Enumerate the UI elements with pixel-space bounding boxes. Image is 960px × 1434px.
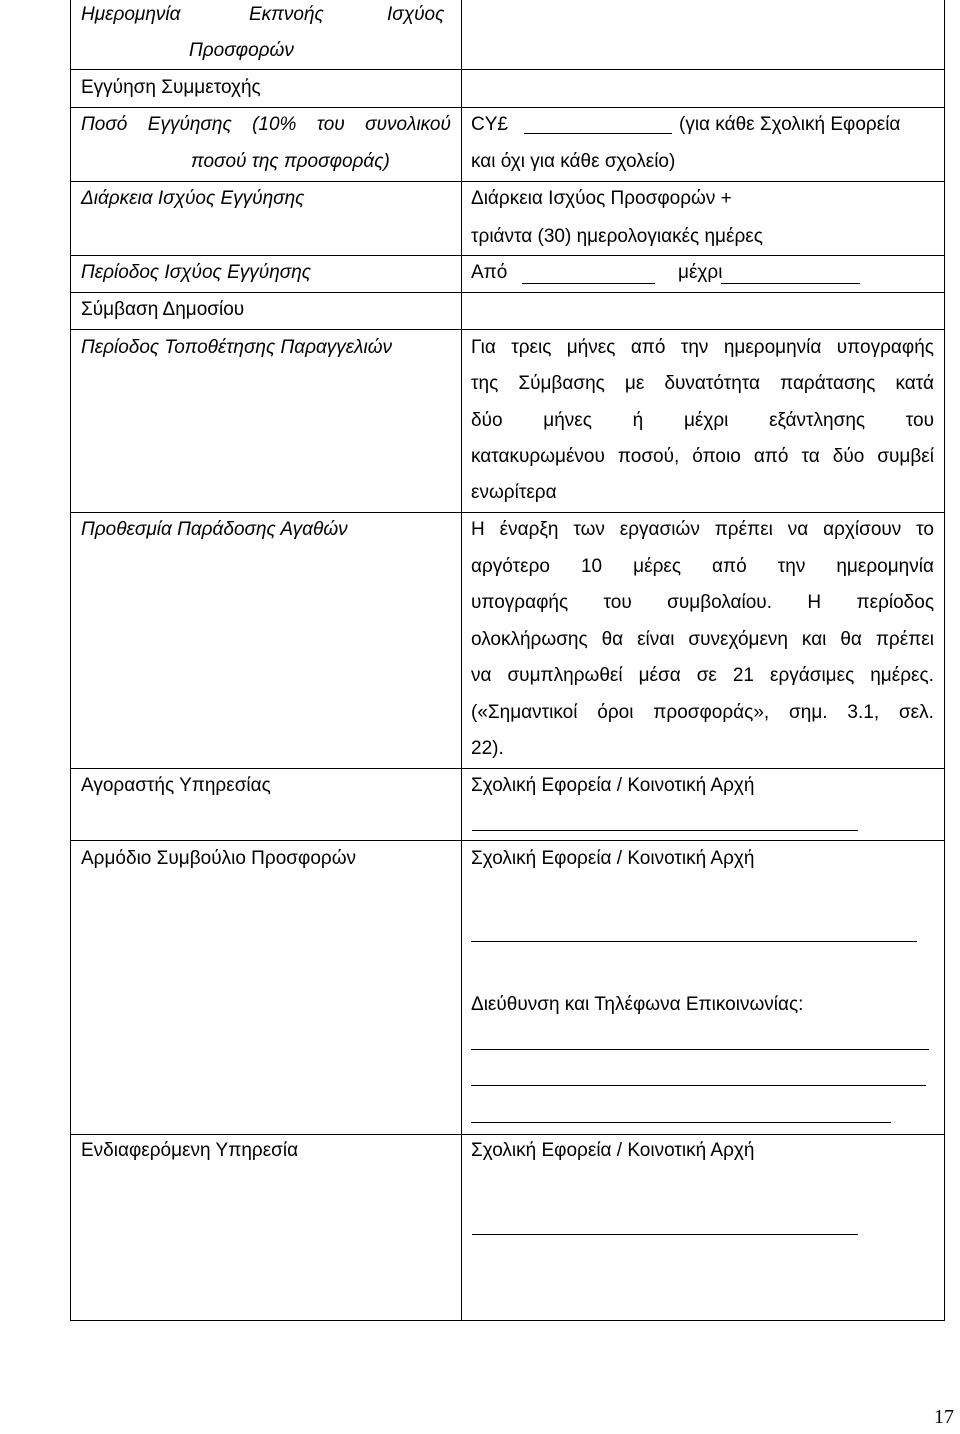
word: προσφοράς»,	[653, 702, 770, 723]
word: των	[573, 519, 605, 540]
word: του	[905, 410, 934, 431]
row-divider	[70, 840, 945, 841]
word: ημερομηνία	[836, 556, 934, 577]
guarantee-period-label: Περίοδος Ισχύος Εγγύησης	[81, 262, 311, 283]
word: να	[471, 665, 492, 686]
delivery-deadline-line-4	[471, 629, 934, 651]
word: εξάντλησης	[769, 410, 866, 431]
guarantee-duration-value-line2: τριάντα (30) ημερολογιακές ημέρες	[471, 226, 763, 247]
ordering-period-line-4	[471, 446, 934, 468]
word: κατακυρωμένου	[471, 446, 605, 467]
word: 3.1,	[847, 702, 880, 723]
word: και	[801, 629, 827, 650]
word: συμβεί	[877, 446, 934, 467]
word: υπογραφής	[471, 592, 569, 613]
word: πρέπει	[714, 519, 773, 540]
word: σε	[696, 665, 717, 686]
contact-blank-line-2	[471, 1085, 926, 1086]
word: μήνες	[543, 410, 592, 431]
delivery-deadline-line-1	[471, 519, 934, 541]
word: όροι	[597, 702, 634, 723]
word: Εγγύησης	[147, 114, 232, 135]
ordering-period-line-5: ενωρίτερα	[471, 482, 557, 503]
word: Για	[471, 337, 496, 358]
column-divider	[461, 0, 462, 1321]
ordering-period-line-2	[471, 373, 934, 395]
word: Η	[471, 519, 485, 540]
delivery-deadline-label: Προθεσμία Παράδοσης Αγαθών	[81, 519, 348, 540]
interested-service-blank-line	[472, 1234, 858, 1235]
currency-prefix: CY£	[471, 114, 508, 135]
word: της	[471, 373, 499, 394]
row-divider	[70, 1134, 945, 1135]
word: όποιο	[692, 446, 741, 467]
word: 10	[580, 556, 603, 577]
ordering-period-label: Περίοδος Τοποθέτησης Παραγγελιών	[81, 337, 393, 358]
word: μέσα	[638, 665, 681, 686]
delivery-deadline-line-6	[471, 702, 934, 724]
word: μέρες	[633, 556, 682, 577]
word: εργάσιμες	[769, 665, 855, 686]
word: συμπληρωθεί	[507, 665, 623, 686]
word: σελ.	[898, 702, 934, 723]
validity-date-word-2: Εκπνοής	[249, 4, 324, 25]
word: θα	[601, 629, 624, 650]
word: να	[787, 519, 809, 540]
tender-board-value: Σχολική Εφορεία / Κοινοτική Αρχή	[471, 848, 755, 869]
tender-board-label: Αρμόδιο Συμβούλιο Προσφορών	[81, 848, 357, 869]
word: υπογραφής	[836, 337, 934, 358]
word: ημέρες.	[870, 665, 934, 686]
delivery-deadline-line-7: 22).	[471, 738, 504, 759]
word: από	[630, 337, 666, 358]
word: (10%	[252, 114, 297, 135]
word: μήνες	[566, 337, 616, 358]
word: εργασιών	[619, 519, 700, 540]
word: μέχρι	[683, 410, 729, 431]
buyer-label: Αγοραστής Υπηρεσίας	[81, 775, 271, 796]
validity-date-label-line2: Προσφορών	[189, 40, 294, 61]
word: συνολικού	[365, 114, 451, 135]
word: περίοδος	[856, 592, 934, 613]
word: το	[916, 519, 934, 540]
word: ημερομηνία	[723, 337, 822, 358]
buyer-value: Σχολική Εφορεία / Κοινοτική Αρχή	[471, 775, 755, 796]
page-number: 17	[934, 1406, 954, 1428]
row-divider	[70, 292, 945, 293]
guarantee-amount-value-line2: και όχι για κάθε σχολείο)	[471, 151, 676, 172]
interested-service-value: Σχολική Εφορεία / Κοινοτική Αρχή	[471, 1140, 755, 1161]
contact-blank-line-3	[471, 1122, 891, 1123]
word: του	[603, 592, 632, 613]
word: («Σημαντικοί	[471, 702, 578, 723]
word: συμβολαίου.	[667, 592, 772, 613]
row-divider	[70, 329, 945, 330]
word: κατά	[895, 373, 934, 394]
ordering-period-line-1	[471, 337, 934, 359]
delivery-deadline-line-5	[471, 665, 934, 687]
word: ποσού,	[617, 446, 680, 467]
delivery-deadline-line-3	[471, 592, 934, 614]
row-divider	[70, 107, 945, 108]
tender-board-blank-line	[471, 941, 917, 942]
word: είναι	[637, 629, 675, 650]
word: 21	[732, 665, 754, 686]
contact-label: Διεύθυνση και Τηλέφωνα Επικοινωνίας:	[471, 994, 804, 1015]
word: ή	[632, 410, 644, 431]
word: την	[777, 556, 806, 577]
guarantee-duration-label: Διάρκεια Ισχύος Εγγύησης	[81, 188, 305, 209]
guarantee-amount-label-line1	[81, 114, 451, 136]
participation-guarantee-label: Εγγύηση Συμμετοχής	[81, 77, 261, 98]
word: συνεχόμενη	[688, 629, 788, 650]
word: Η	[807, 592, 822, 613]
word: ολοκλήρωσης	[471, 629, 588, 650]
word: Σύμβασης	[518, 373, 605, 394]
word: του	[316, 114, 345, 135]
word: τρεις	[511, 337, 552, 358]
word: Ποσό	[81, 114, 128, 135]
ordering-period-line-3	[471, 410, 934, 432]
word: παράτασης	[780, 373, 876, 394]
period-from-label: Από	[471, 262, 508, 283]
row-divider	[70, 768, 945, 769]
row-divider	[70, 512, 945, 513]
delivery-deadline-line-2	[471, 556, 934, 578]
period-until-label: μέχρι	[678, 262, 723, 283]
interested-service-label: Ενδιαφερόμενη Υπηρεσία	[81, 1140, 299, 1161]
word: δύο	[471, 410, 503, 431]
word: αρχίσουν	[823, 519, 902, 540]
row-divider	[70, 69, 945, 70]
word: την	[680, 337, 709, 358]
period-from-blank-line	[522, 283, 655, 284]
amount-blank-line	[524, 133, 672, 134]
guarantee-amount-value-line1: (για κάθε Σχολική Εφορεία	[679, 114, 901, 135]
word: δύο	[832, 446, 865, 467]
row-divider	[70, 181, 945, 182]
contact-blank-line-1	[471, 1049, 929, 1050]
buyer-blank-line	[472, 830, 858, 831]
row-divider	[70, 255, 945, 256]
word: πρέπει	[875, 629, 934, 650]
word: με	[624, 373, 645, 394]
word: αργότερο	[471, 556, 550, 577]
word: από	[712, 556, 747, 577]
validity-date-word-1: Ημερομηνία	[81, 4, 181, 25]
word: τα	[801, 446, 820, 467]
word: δυνατότητα	[664, 373, 760, 394]
period-until-blank-line	[721, 283, 860, 284]
word: σημ.	[789, 702, 828, 723]
public-contract-label: Σύμβαση Δημοσίου	[81, 299, 245, 320]
word: από	[753, 446, 789, 467]
validity-date-word-3: Ισχύος	[387, 4, 445, 25]
word: έναρξη	[499, 519, 559, 540]
guarantee-amount-label-line2: ποσού της προσφοράς)	[191, 151, 390, 172]
word: θα	[840, 629, 862, 650]
guarantee-duration-value-line1: Διάρκεια Ισχύος Προσφορών +	[471, 188, 732, 209]
